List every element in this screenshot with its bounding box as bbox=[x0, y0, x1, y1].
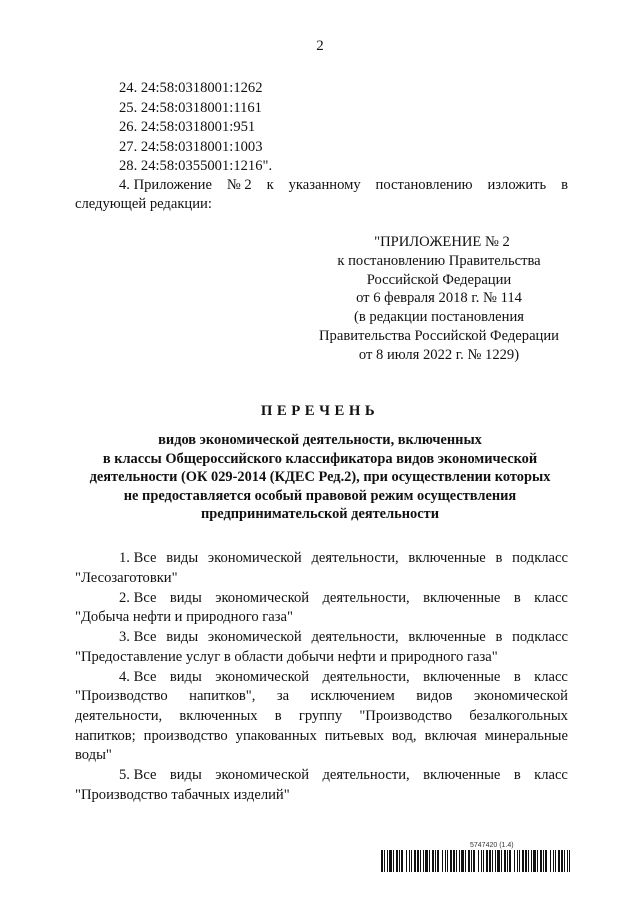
list-item-2-line1: 2. Все виды экономической деятельности, включенные в класс bbox=[119, 590, 568, 606]
list-item-4-line1: 4. Все виды экономической деятельности, включенные в класс bbox=[119, 669, 568, 685]
list-item: 25. 24:58:0318001:1161 bbox=[119, 99, 262, 116]
page-number: 2 bbox=[316, 38, 324, 54]
item4-line1: 4. Приложение № 2 к указанному постановлению изложить в bbox=[119, 177, 568, 193]
list-item: 24. 24:58:0318001:1262 bbox=[119, 80, 263, 96]
list-item-1-line2: "Лесозаготовки" bbox=[75, 570, 178, 586]
item4-line2: следующей редакции: bbox=[75, 196, 212, 212]
document-subtitle: видов экономической деятельности, включенных в классы Общероссийского классификатора видов экономической деятельности (ОК 029-2014 (КДЕС Ред.2), при осуществлении которых не предоставляется особый правовой режим осуществления предпринимательской деятельности bbox=[89, 432, 551, 523]
list-item-4-line4: напитков; производство упакованных питьевых вод, включая минеральные bbox=[75, 728, 568, 744]
list-item-4-line3: деятельности, включенных в группу "Производство безалкогольных bbox=[75, 708, 568, 724]
list-item-3-line2: "Предоставление услуг в области добычи нефти и природного газа" bbox=[75, 649, 498, 665]
list-item: 26. 24:58:0318001:951 bbox=[119, 119, 256, 135]
cadastral-list bbox=[119, 79, 272, 177]
list-item-1-line1: 1. Все виды экономической деятельности, включенные в подкласс bbox=[119, 550, 568, 566]
barcode-image bbox=[381, 850, 570, 872]
list-item-3-line1: 3. Все виды экономической деятельности, включенные в подкласс bbox=[119, 629, 568, 645]
list-item: 28. 24:58:0355001:1216". bbox=[119, 158, 273, 174]
list-item-4-line5: воды" bbox=[75, 747, 112, 763]
list-item-5-line2: "Производство табачных изделий" bbox=[75, 787, 290, 803]
list-item-2-line2: "Добыча нефти и природного газа" bbox=[75, 609, 293, 625]
list-item-5-line1: 5. Все виды экономической деятельности, включенные в класс bbox=[119, 767, 568, 783]
barcode-number: 5747420 (1.4) bbox=[470, 842, 514, 849]
appendix-header: "ПРИЛОЖЕНИЕ № 2 к постановлению Правительства Российской Федерации от 6 февраля 2018 г. № 114 (в редакции постановления Правительства Российской Федерации от 8 июля 2022 г. № 1229) bbox=[319, 234, 559, 363]
document-title: ПЕРЕЧЕНЬ bbox=[260, 403, 380, 419]
list-item-4-line2: "Производство напитков", за исключением видов экономической bbox=[75, 688, 568, 704]
list-item: 27. 24:58:0318001:1003 bbox=[119, 138, 263, 155]
